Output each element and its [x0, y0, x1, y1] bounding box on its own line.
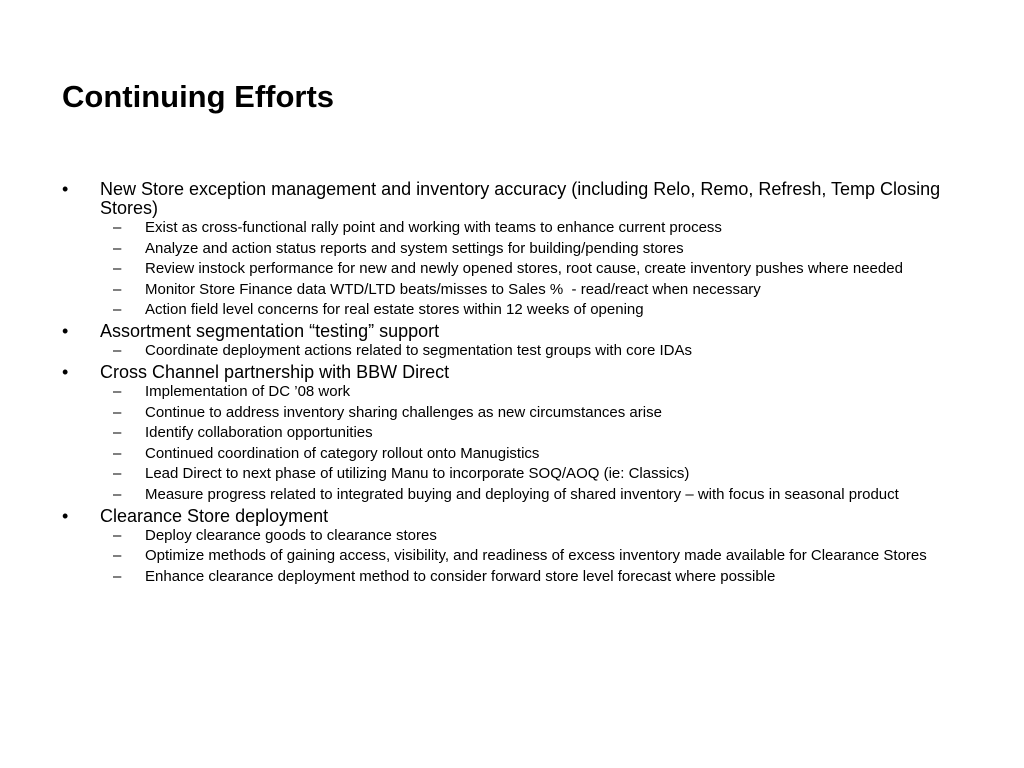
dash-icon: –: [113, 485, 122, 503]
sub-item-text: Monitor Store Finance data WTD/LTD beats/misses to Sales % - read/react when necessary: [145, 280, 761, 298]
sub-item-text: Enhance clearance deployment method to consider forward store level forecast where possible: [145, 567, 776, 585]
dash-icon: –: [113, 424, 122, 441]
sub-item: [100, 384, 972, 400]
dash-icon: –: [113, 301, 122, 318]
bullet-text: Assortment segmentation “testing” support: [100, 321, 440, 341]
bullet-item-cross-channel: [62, 363, 972, 503]
sub-item: [100, 528, 972, 544]
dash-icon: –: [113, 239, 122, 257]
sub-item: [100, 425, 972, 441]
sub-item-text: Measure progress related to integrated buying and deploying of shared inventory – with focus in seasonal product: [145, 485, 899, 503]
sub-item: [100, 302, 972, 318]
bullet-text: Clearance Store deployment: [100, 505, 329, 526]
sub-item: [100, 220, 972, 236]
dash-icon: –: [113, 547, 122, 564]
bullet-icon: •: [62, 505, 69, 526]
sub-item-text: Deploy clearance goods to clearance stores: [145, 526, 437, 544]
sub-item-text: Coordinate deployment actions related to segmentation test groups with core IDAs: [145, 342, 692, 359]
dash-icon: –: [113, 526, 122, 544]
dash-icon: –: [113, 219, 122, 236]
sub-item: [100, 261, 972, 277]
sub-list: [100, 384, 972, 503]
sub-item-text: Analyze and action status reports and system settings for building/pending stores: [145, 239, 684, 257]
bullet-text: Cross Channel partnership with BBW Direct: [100, 362, 450, 382]
sub-list: [100, 343, 972, 359]
sub-item: [100, 466, 972, 482]
bullet-icon: •: [62, 179, 69, 199]
dash-icon: –: [113, 403, 122, 421]
slide-title: Continuing Efforts: [62, 79, 335, 114]
sub-item: [100, 548, 972, 564]
sub-item-text: Lead Direct to next phase of utilizing Manu to incorporate SOQ/AOQ (ie: Classics): [145, 465, 690, 482]
sub-item: [100, 405, 972, 421]
sub-list: [100, 220, 972, 318]
sub-item: [100, 569, 972, 585]
dash-icon: –: [113, 280, 122, 298]
sub-item: [100, 446, 972, 462]
dash-icon: –: [113, 260, 122, 277]
sub-item: [100, 241, 972, 257]
bullet-item-assortment: [62, 322, 972, 359]
sub-list: [100, 528, 972, 585]
bullet-item-clearance: [62, 507, 972, 585]
sub-item-text: Continued coordination of category rollout onto Manugistics: [145, 444, 540, 462]
sub-item-text: Action field level concerns for real estate stores within 12 weeks of opening: [145, 301, 644, 318]
bullet-icon: •: [62, 321, 69, 341]
sub-item-text: Review instock performance for new and newly opened stores, root cause, create inventory pushes where needed: [145, 260, 903, 277]
sub-item-text: Identify collaboration opportunities: [145, 424, 373, 441]
sub-item-text: Implementation of DC ’08 work: [145, 383, 351, 400]
sub-item-text: Exist as cross-functional rally point and working with teams to enhance current process: [145, 219, 722, 236]
dash-icon: –: [113, 444, 122, 462]
sub-item: [100, 282, 972, 298]
dash-icon: –: [113, 342, 122, 359]
sub-item-text: Optimize methods of gaining access, visibility, and readiness of excess inventory made available for Clearance Stores: [145, 547, 927, 564]
bullet-list: [62, 180, 972, 585]
bullet-item-new-store: [62, 180, 972, 318]
dash-icon: –: [113, 567, 122, 585]
sub-item: [100, 343, 972, 359]
sub-item: [100, 487, 972, 503]
bullet-text: New Store exception management and inventory accuracy (including Relo, Remo, Refresh, Temp Closing Stores): [100, 179, 941, 218]
bullet-icon: •: [62, 362, 69, 382]
dash-icon: –: [113, 465, 122, 482]
sub-item-text: Continue to address inventory sharing challenges as new circumstances arise: [145, 403, 662, 421]
dash-icon: –: [113, 383, 122, 400]
